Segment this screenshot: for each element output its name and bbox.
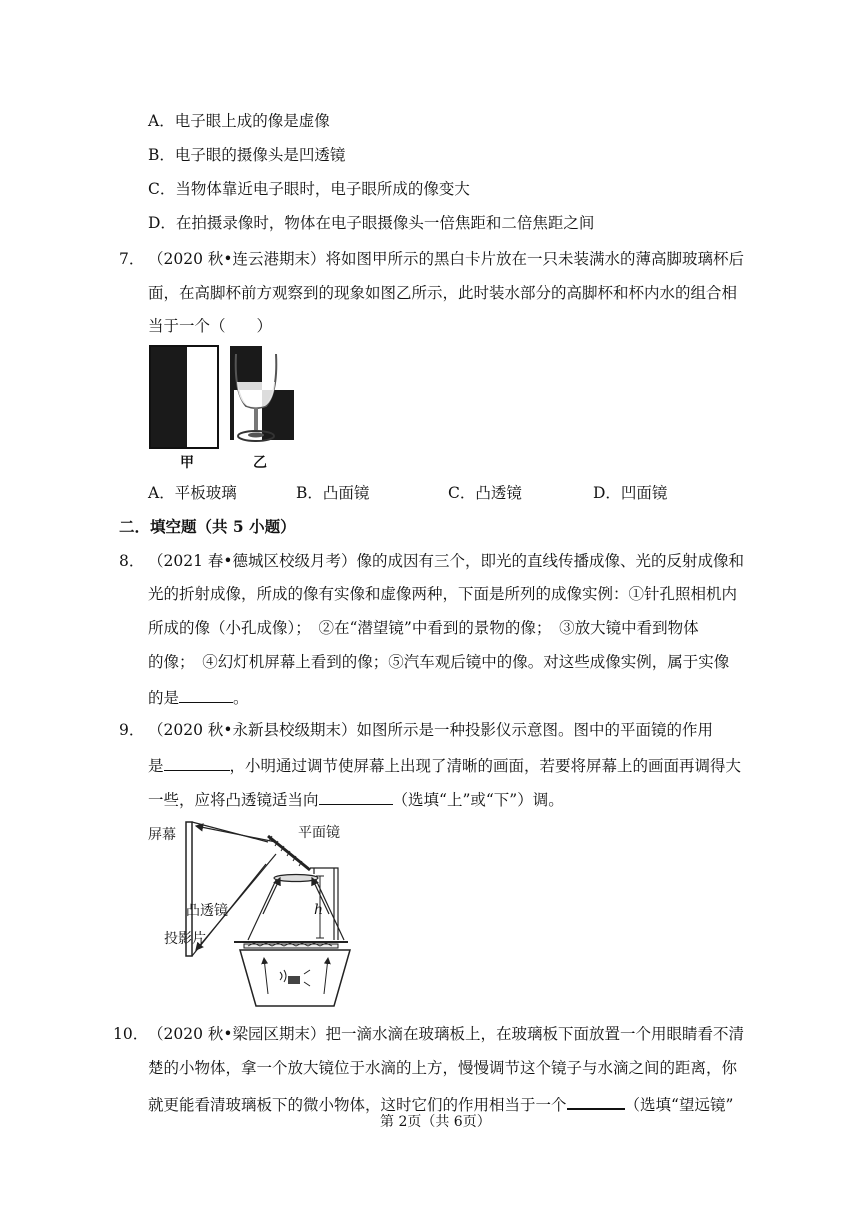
q9-label-screen: 屏幕: [148, 827, 176, 843]
section-title: 二．填空题（共 5 小题）: [119, 517, 296, 536]
q10-stem-line1: （2020 秋•梁园区期末）把一滴水滴在玻璃板上，在玻璃板下面放置一个用眼睛看不清: [148, 1025, 745, 1043]
q7-option-c: C．凸透镜: [448, 484, 522, 502]
q10-answer-blank[interactable]: [567, 1092, 625, 1110]
q7-label-jia: 甲: [180, 455, 194, 471]
q8-line5-text: 的是: [148, 689, 180, 707]
q6-option-d: D．在拍摄录像时，物体在电子眼摄像头一倍焦距和二倍焦距之间: [148, 214, 595, 232]
q8-number: 8．: [119, 552, 145, 570]
q7-option-d: D．凹面镜: [593, 484, 668, 502]
q9-stem-line1: （2020 秋•永新县校级期末）如图所示是一种投影仪示意图。图中的平面镜的作用: [148, 721, 714, 739]
q8-stem-line2: 光的折射成像，所成的像有实像和虚像两种，下面是所列的成像实例：①针孔照相机内: [148, 585, 738, 603]
q6-option-c: C．当物体靠近电子眼时，电子眼所成的像变大: [148, 180, 470, 198]
q7-option-b: B．凸面镜: [296, 484, 370, 502]
q8-line5-end: 。: [233, 689, 249, 707]
q9-stem-line2: [148, 754, 741, 776]
q8-stem-line1: （2021 春•德城区校级月考）像的成因有三个，即光的直线传播成像、光的反射成像和: [148, 552, 745, 570]
q9-label-slide: 投影片: [164, 931, 206, 947]
q9-answer-blank-2[interactable]: [319, 788, 393, 805]
q8-stem-line3: 所成的像（小孔成像）； ②在“潜望镜”中看到的景物的像； ③放大镜中看到物体: [148, 619, 699, 637]
q9-label-mirror: 平面镜: [298, 825, 340, 841]
q7-figure: [148, 344, 298, 472]
q7-label-yi: 乙: [253, 455, 267, 471]
q8-stem-line4: 的像； ④幻灯机屏幕上看到的像；⑤汽车观后镜中的像。对这些成像实例，属于实像: [148, 653, 730, 671]
q9-stem-line3: [148, 788, 564, 810]
q9-projector-diagram: [148, 818, 364, 1010]
q6-option-b: B．电子眼的摄像头是凹透镜: [148, 146, 346, 164]
q9-label-h: h: [314, 902, 324, 918]
q10-line3-start: 就更能看清玻璃板下的微小物体，这时它们的作用相当于一个: [148, 1096, 567, 1114]
q10-number: 10．: [113, 1025, 149, 1043]
q8-answer-blank[interactable]: [179, 686, 233, 703]
q7-card-and-glass-image: [148, 344, 298, 472]
q9-line3-rest: （选填“上”或“下”）调。: [392, 791, 564, 809]
q9-line3-start: 一些，应将凸透镜适当向: [148, 791, 319, 809]
q9-line2-start: 是: [148, 757, 164, 775]
q9-projector-figure: [148, 818, 364, 1010]
q10-stem-line2: 楚的小物体，拿一个放大镜位于水滴的上方，慢慢调节这个镜子与水滴之间的距离，你: [148, 1059, 738, 1077]
q9-number: 9．: [119, 721, 145, 739]
q7-stem-line3: 当于一个（ ）: [148, 317, 273, 335]
q7-stem-line1: （2020 秋•连云港期末）将如图甲所示的黑白卡片放在一只未装满水的薄高脚玻璃杯后: [148, 250, 745, 268]
q8-stem-line5: [148, 686, 249, 708]
q9-answer-blank-1[interactable]: [164, 754, 230, 771]
q6-option-a: A．电子眼上成的像是虚像: [148, 112, 330, 130]
q9-label-lens: 凸透镜: [186, 903, 228, 919]
page-footer: 第 2页（共 6页）: [380, 1114, 491, 1130]
q7-option-a: A．平板玻璃: [148, 484, 237, 502]
q7-stem-line2: 面，在高脚杯前方观察到的现象如图乙所示，此时装水部分的高脚杯和杯内水的组合相: [148, 284, 738, 302]
q10-line3-rest: （选填“望远镜”: [624, 1096, 734, 1114]
q9-line2-rest: ，小明通过调节使屏幕上出现了清晰的画面，若要将屏幕上的画面再调得大: [229, 757, 742, 775]
q7-number: 7．: [119, 250, 145, 268]
